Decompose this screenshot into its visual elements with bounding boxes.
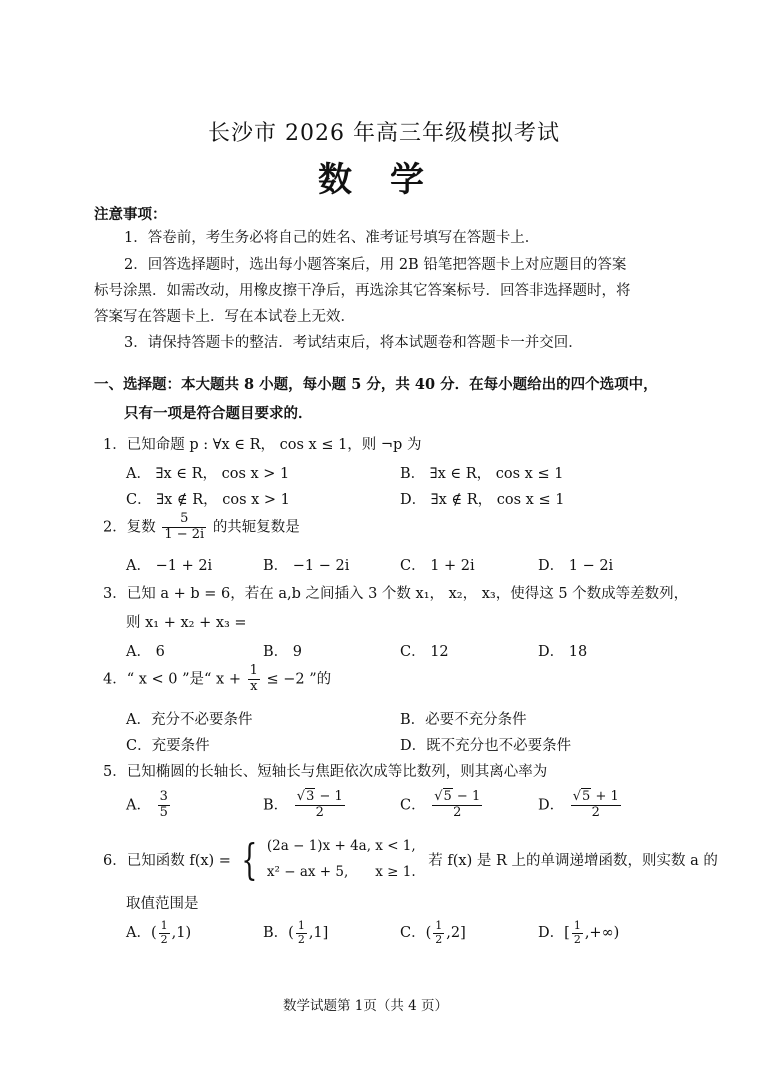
q5-a-numerator: 3 — [159, 789, 168, 804]
q6-b-close: ,1] — [308, 925, 329, 942]
q1-option-d: D． ∃x ∉ R， cos x ≤ 1 — [400, 492, 565, 508]
q5-b-numerator-rest: − 1 — [315, 789, 343, 804]
q6-b-open: ( — [288, 925, 294, 942]
q5-option-d — [538, 790, 623, 821]
section-heading-line-1: 一、选择题：本大题共 8 小题，每小题 5 分，共 40 分．在每小题给出的四个选项中， — [94, 376, 658, 393]
q1-option-c: C． ∃x ∉ R， cos x > 1 — [126, 492, 290, 508]
q5-d-numerator: √5 + 1 — [572, 789, 619, 804]
q4-fraction — [248, 664, 260, 695]
q6-a-close: ,1) — [171, 925, 192, 942]
q3-option-c: C． 12 — [400, 644, 449, 660]
q6-b-half-num: 1 — [297, 919, 305, 932]
q5-d-denominator: 2 — [591, 804, 600, 820]
notice-item-2-line-3: 答案写在答题卡上．写在本试卷上无效． — [94, 309, 355, 325]
q6-option-a — [126, 920, 191, 946]
q6-c-half-num: 1 — [435, 919, 443, 932]
q1-stem: 1．已知命题 p : ∀x ∈ R， cos x ≤ 1，则 ¬p 为 — [103, 437, 422, 453]
q6-b-label: B． — [263, 925, 289, 942]
q6-c-close: ,2] — [446, 925, 466, 942]
q6-d-label: D． — [538, 925, 565, 942]
q5-a-denominator: 5 — [159, 804, 168, 820]
q2-frac-denominator: 1 − 2i — [164, 526, 205, 542]
q2-stem-post: 的共轭复数是 — [212, 519, 300, 536]
q4-stem-pre: 4．“ x < 0 ”是“ x + — [103, 671, 241, 688]
q6-piece-1: (2a − 1)x + 4a, x < 1, — [266, 838, 416, 854]
q6-option-c — [400, 920, 466, 946]
q5-option-d-fraction — [571, 790, 621, 821]
q5-option-a-fraction — [158, 790, 170, 821]
q4-stem-post: ≤ −2 ”的 — [266, 671, 332, 688]
q6-stem — [103, 834, 718, 885]
q2-option-b: B． −1 − 2i — [263, 558, 350, 574]
q5-d-numerator-rest: + 1 — [591, 789, 619, 804]
q4-option-b: B．必要不充分条件 — [400, 712, 527, 728]
q6-a-open: ( — [150, 925, 157, 942]
q5-b-denominator: 2 — [315, 804, 324, 820]
q6-b-half — [296, 920, 307, 946]
q6-brace: { — [240, 834, 257, 884]
q2-stem — [103, 512, 300, 543]
q6-d-half-num: 1 — [573, 919, 581, 932]
notice-item-3: 3．请保持答题卡的整洁．考试结束后，将本试题卷和答题卡一并交回． — [124, 335, 583, 351]
q6-a-label: A． — [126, 925, 151, 942]
q6-a-half-den: 2 — [160, 932, 168, 946]
notice-item-1: 1．答卷前，考生务必将自己的姓名、准考证号填写在答题卡上． — [124, 230, 540, 246]
q4-frac-numerator: 1 — [249, 663, 258, 678]
q5-b-numerator: √3 − 1 — [296, 789, 343, 804]
q5-option-b-label: B． — [263, 797, 289, 814]
q4-option-a: A．充分不必要条件 — [126, 712, 253, 728]
q6-piecewise — [267, 834, 416, 885]
q5-option-b-fraction — [295, 790, 345, 821]
q3-option-d: D． 18 — [538, 644, 588, 660]
q5-option-c-label: C． — [400, 797, 426, 814]
q5-option-c-fraction — [432, 790, 482, 821]
q1-option-b: B． ∃x ∈ R， cos x ≤ 1 — [400, 466, 564, 482]
q5-c-numerator: √5 − 1 — [434, 789, 481, 804]
q1-option-a: A． ∃x ∈ R， cos x > 1 — [126, 466, 290, 482]
q6-a-half-num: 1 — [160, 919, 168, 932]
subject-title: 数 学 — [318, 160, 426, 200]
q5-option-a — [126, 790, 172, 821]
q6-c-half — [433, 920, 444, 946]
q6-b-half-den: 2 — [297, 932, 305, 946]
q2-stem-pre: 2．复数 — [103, 519, 156, 536]
notice-item-2-line-2: 标号涂黑．如需改动，用橡皮擦干净后，再选涂其它答案标号．回答非选择题时，将 — [94, 283, 631, 299]
q3-option-b: B． 9 — [263, 644, 302, 660]
q2-option-a: A． −1 + 2i — [126, 558, 213, 574]
exam-title: 长沙市 2026 年高三年级模拟考试 — [208, 121, 560, 146]
q6-d-close: ,+∞) — [584, 925, 620, 942]
q6-option-b — [263, 920, 328, 946]
q5-option-c — [400, 790, 484, 821]
q6-d-open: [ — [564, 925, 570, 942]
q5-stem: 5．已知椭圆的长轴长、短轴长与焦距依次成等比数列，则其离心率为 — [103, 764, 548, 780]
q3-stem: 3．已知 a + b = 6，若在 a,b 之间插入 3 个数 x₁， x₂， x₃，使得这 5 个数成等差数列， — [103, 586, 689, 602]
q6-d-half — [572, 920, 583, 946]
notice-heading: 注意事项： — [94, 206, 167, 223]
q5-option-b — [263, 790, 347, 821]
q5-option-a-label: A． — [126, 797, 151, 814]
q6-option-d — [538, 920, 619, 946]
q2-option-d: D． 1 − 2i — [538, 558, 614, 574]
q6-c-half-den: 2 — [435, 932, 443, 946]
q2-frac-numerator: 5 — [162, 512, 206, 528]
q2-option-c: C． 1 + 2i — [400, 558, 475, 574]
q6-piece-2: x² − ax + 5, x ≥ 1. — [266, 863, 416, 880]
notice-item-2-line-1: 2．回答选择题时，选出每小题答案后，用 2B 铅笔把答题卡上对应题目的答案 — [124, 257, 627, 273]
page-footer: 数学试题第 1页（共 4 页） — [283, 998, 449, 1014]
q6-a-half — [159, 920, 170, 946]
q6-c-label: C． — [400, 925, 426, 942]
q6-stem-2: 取值范围是 — [126, 896, 199, 912]
q6-stem-post: 若 f(x) 是 R 上的单调递增函数，则实数 a 的 — [428, 853, 718, 870]
q2-fraction — [162, 512, 206, 543]
q3-option-a: A． 6 — [126, 644, 165, 660]
q4-option-c: C．充要条件 — [126, 738, 210, 754]
q4-frac-denominator: x — [250, 678, 258, 694]
q5-b-radicand: 3 — [306, 789, 315, 804]
section-heading-line-2: 只有一项是符合题目要求的． — [124, 405, 313, 422]
q4-option-d: D．既不充分也不必要条件 — [400, 738, 572, 754]
q5-c-numerator-rest: − 1 — [452, 789, 481, 804]
q6-d-half-den: 2 — [573, 932, 581, 946]
q3-stem-2: 则 x₁ + x₂ + x₃ = — [126, 615, 247, 631]
q5-c-radicand: 5 — [443, 789, 452, 804]
q5-c-denominator: 2 — [453, 804, 462, 820]
q5-d-radicand: 5 — [582, 789, 591, 804]
q6-stem-pre: 6．已知函数 f(x) = — [103, 853, 231, 870]
q5-option-d-label: D． — [538, 797, 565, 814]
q6-c-open: ( — [425, 925, 432, 942]
q4-stem — [103, 664, 331, 695]
